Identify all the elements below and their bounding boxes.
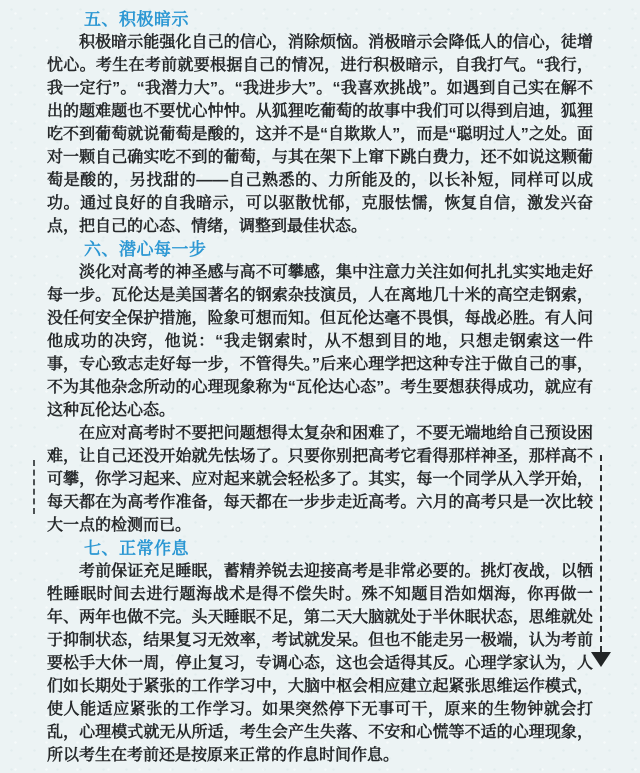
section-focus-each-step [47, 238, 593, 537]
right-margin-dashed-line [600, 455, 602, 652]
body-paragraph: 积极暗示能强化自己的信心，消除烦恼。消极暗示会降低人的信心，徒增忧心。考生在考前就要根据自己的情况，进行积极暗示，自我打气。“我行，我一定行”。“我潜力大”。“我进步大”。“我喜欢挑战”。如遇到自己实在解不出的题难题也不要忧心忡忡。从狐狸吃葡萄的故事中我们可以得到启迪，狐狸吃不到葡萄就说葡萄是酸的，这并不是“自欺欺人”，而是“聪明过人”之处。面对一颗自己确实吃不到的葡萄，与其在架下上窜下跳白费力，还不如说这颗葡萄是酸的，另找甜的——自己熟悉的、力所能及的，以长补短，同样可以成功。通过良好的自我暗示，可以驱散忧郁，克服怯懦，恢复自信，激发兴奋点，把自己的心态、情绪，调整到最佳状态。 [47, 34, 593, 235]
body-paragraph: 淡化对高考的神圣感与高不可攀感，集中注意力关注如何扎扎实实地走好每一步。瓦伦达是美国著名的钢索杂技演员，人在离地几十米的高空走钢索，没任何安全保护措施，险象可想而知。但瓦伦达毫不畏惧，每战必胜。有人问他成功的决窍，他说：“我走钢索时，从不想到目的地，只想走钢索这一件事，专心致志走好每一步，不管得失。”后来心理学把这种专注于做自己的事，不为其他杂念所动的心理现象称为“瓦伦达心态”。考生要想获得成功，就应有这种瓦伦达心态。 [47, 264, 593, 419]
section-heading: 五、积极暗示 [84, 10, 189, 29]
section-heading: 七、正常作息 [84, 539, 189, 558]
body-paragraph: 考前保证充足睡眠，蓄精养锐去迎接高考是非常必要的。挑灯夜战，以牺牲睡眠时间去进行题海战术是得不偿失时。殊不知题目浩如烟海，你再做一年、两年也做不完。头天睡眠不足，第二天大脑就处于半休眠状态，思维就处于抑制状态，结果复习无效率，考试就发呆。但也不能走另一极端，认为考前要松手大休一周，停止复习，专调心态，这也会适得其反。心理学家认为，人们如长期处于紧张的工作学习中，大脑中枢会相应建立起紧张思维运作模式，使人能适应紧张的工作学习。如果突然停下无事可干，原来的生物钟就会打乱，心理模式就无从所适，考生会产生失落、不安和心慌等不适的心理现象，所以考生在考前还是按原来正常的作息时间作息。 [47, 563, 593, 764]
section-positive-suggestion [47, 8, 593, 238]
down-arrow-icon [591, 652, 611, 667]
section-heading: 六、潜心每一步 [84, 240, 207, 259]
body-paragraph: 在应对高考时不要把问题想得太复杂和困难了，不要无端地给自己预设困难，让自己还没开始就先怯场了。只要你别把高考它看得那样神圣，那样高不可攀，你学习起来、应对起来就会轻松多了。其实，每一个同学从入学开始，每天都在为高考作准备，每天都在一步步走近高考。六月的高考只是一次比较大一点的检测而已。 [47, 425, 593, 534]
section-normal-routine [47, 537, 593, 767]
left-margin-dashed-mark [33, 460, 35, 514]
